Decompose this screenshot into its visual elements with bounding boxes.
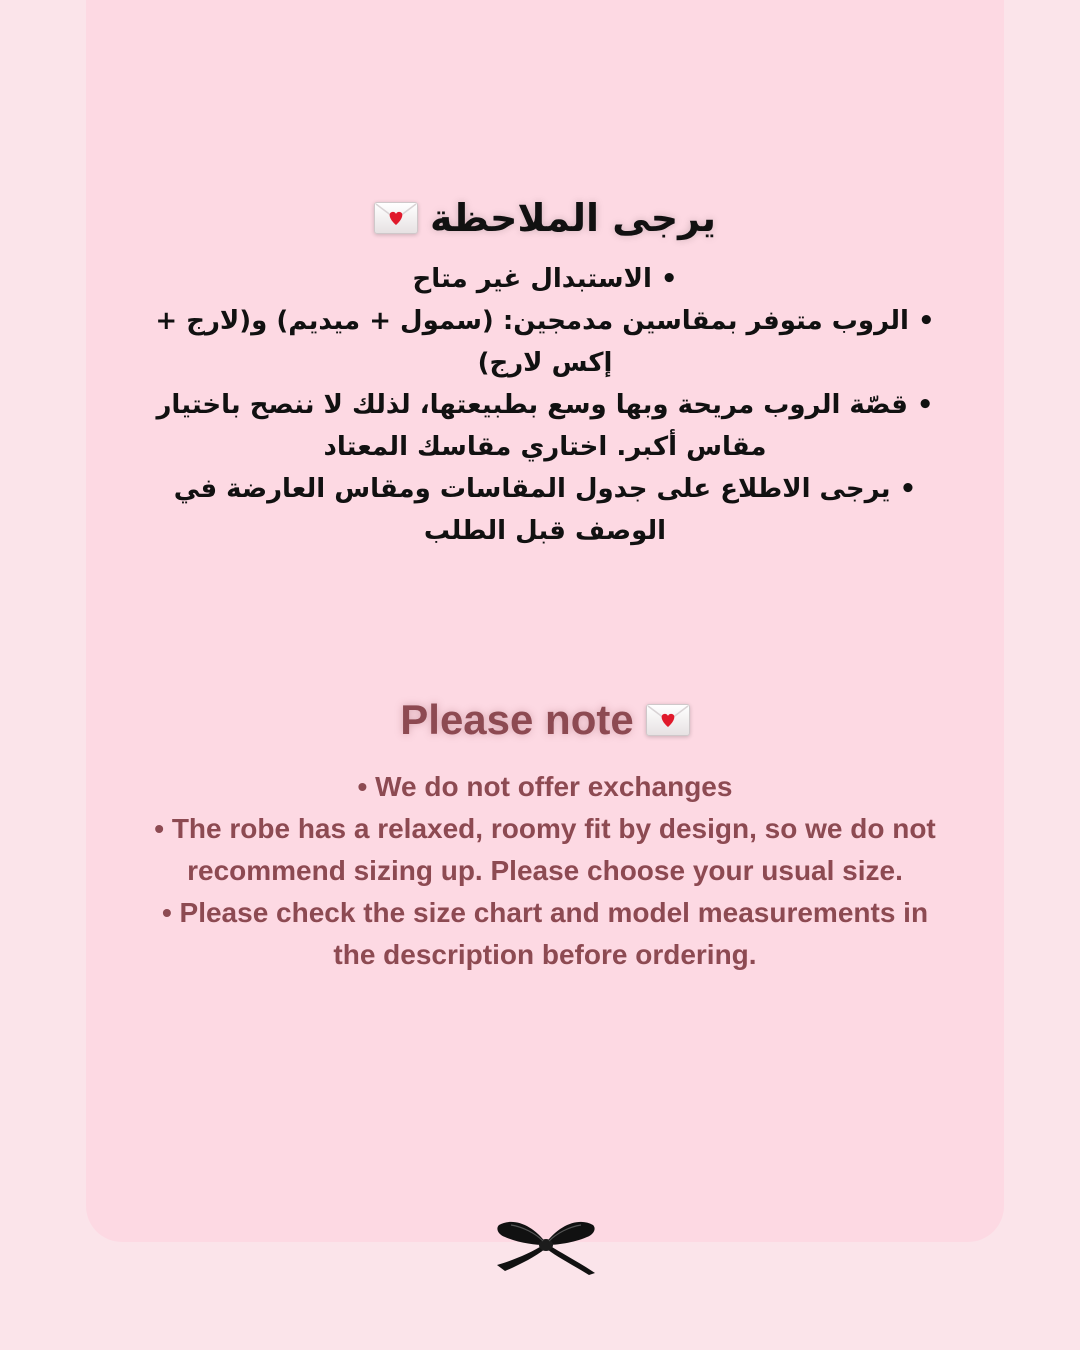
english-title-text: Please note — [400, 696, 634, 743]
arabic-bullet-list — [150, 258, 940, 552]
love-letter-icon — [646, 704, 690, 736]
arabic-bullet-item: • الاستبدال غير متاح — [412, 264, 678, 294]
english-title — [150, 692, 940, 748]
english-bullet-item: • The robe has a relaxed, roomy fit by design, so we do not recommend sizing up. Please choose your usual size. — [154, 813, 936, 886]
english-note-section — [150, 692, 940, 976]
english-bullet-item: • We do not offer exchanges — [357, 771, 733, 802]
note-card — [86, 0, 1004, 1242]
arabic-title — [150, 190, 940, 246]
arabic-note-section — [150, 190, 940, 552]
arabic-bullet-item: • الروب متوفر بمقاسين مدمجين: (سمول + ميديم) و(لارج + إكس لارج) — [155, 306, 935, 378]
english-bullet-item: • Please check the size chart and model measurements in the description before ordering. — [161, 897, 929, 970]
black-bow-icon — [493, 1215, 599, 1277]
english-bullet-list — [150, 766, 940, 976]
arabic-bullet-item: • قصّة الروب مريحة وبها وسع بطبيعتها، لذلك لا ننصح باختيار مقاس أكبر. اختاري مقاسك المعتاد — [156, 390, 934, 462]
arabic-bullet-item: • يرجى الاطلاع على جدول المقاسات ومقاس العارضة في الوصف قبل الطلب — [173, 474, 917, 546]
arabic-title-text: يرجى الملاحظة — [429, 196, 717, 240]
love-letter-icon — [374, 202, 418, 234]
